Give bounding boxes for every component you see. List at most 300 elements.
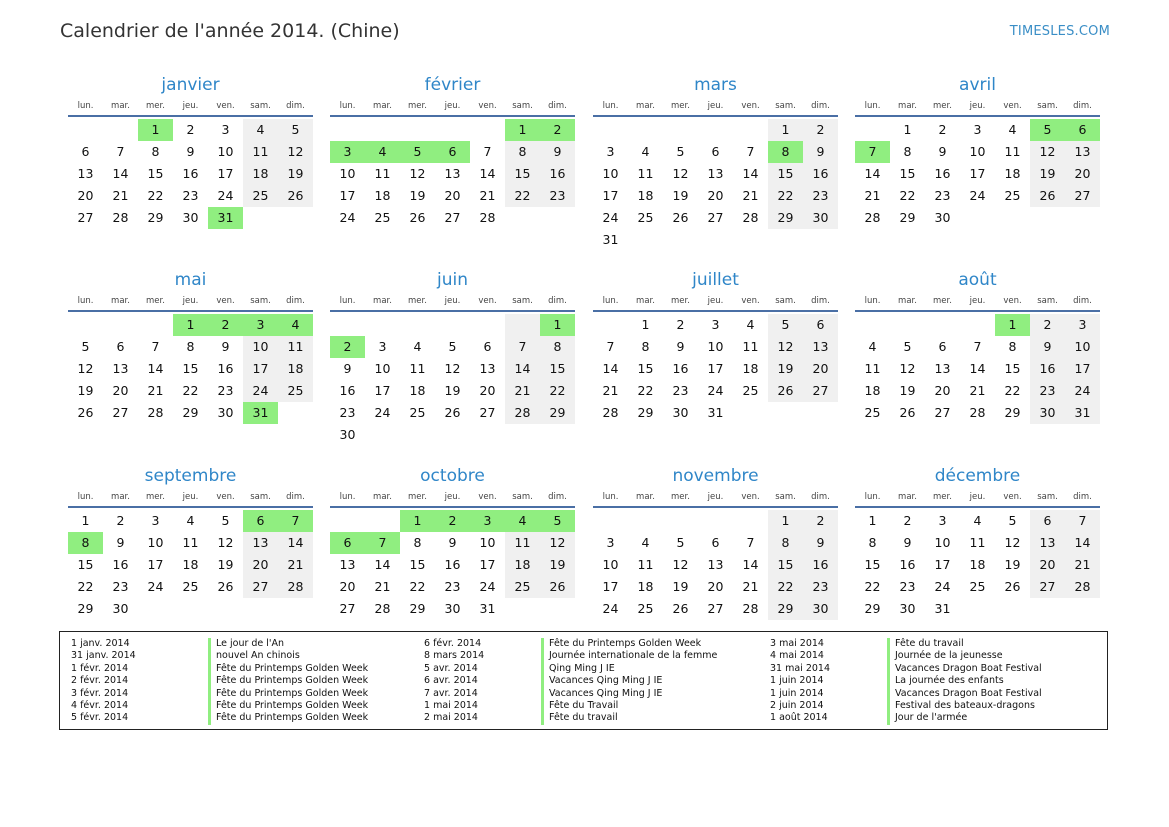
day-cell: 14 — [479, 166, 496, 181]
day-grid — [855, 510, 1100, 620]
holiday-day-cell: 5 — [1030, 119, 1065, 141]
day-cell: 19 — [1030, 163, 1065, 185]
day-cell: 26 — [1004, 579, 1021, 594]
day-cell: 11 — [637, 557, 654, 572]
day-cell: 17 — [707, 361, 724, 376]
day-cell: 29 — [182, 405, 199, 420]
weekday-label: jeu. — [444, 492, 461, 502]
day-cell: 20 — [77, 188, 94, 203]
day-cell: 20 — [444, 188, 461, 203]
day-cell: 24 — [479, 579, 496, 594]
legend-holiday-name: Vacances Dragon Boat Festival — [887, 663, 1042, 675]
day-cell: 2 — [116, 513, 125, 528]
day-cell: 28 — [147, 405, 164, 420]
holiday-day-cell: 3 — [470, 510, 505, 532]
weekday-label: mar. — [898, 101, 917, 111]
holiday-day-cell: 3 — [243, 314, 278, 336]
weekday-label: lun. — [77, 492, 94, 502]
day-cell: 19 — [278, 163, 313, 185]
day-cell: 5 — [221, 513, 230, 528]
weekday-label: mer. — [408, 296, 427, 306]
day-grid — [593, 314, 838, 424]
day-cell: 8 — [186, 339, 195, 354]
day-cell: 8 — [868, 535, 877, 550]
day-cell: 26 — [77, 405, 94, 420]
day-cell: 7 — [1065, 510, 1100, 532]
day-cell: 12 — [899, 361, 916, 376]
day-cell: 11 — [278, 336, 313, 358]
empty-day-cell — [138, 314, 173, 336]
day-cell: 14 — [864, 166, 881, 181]
day-cell: 9 — [221, 339, 230, 354]
day-cell: 20 — [707, 579, 724, 594]
day-cell: 14 — [278, 532, 313, 554]
day-cell: 16 — [217, 361, 234, 376]
day-cell: 29 — [1004, 405, 1021, 420]
day-cell: 11 — [864, 361, 881, 376]
day-cell: 16 — [803, 554, 838, 576]
day-cell: 16 — [899, 557, 916, 572]
day-grid — [68, 510, 313, 620]
empty-day-cell — [103, 314, 138, 336]
day-cell: 26 — [672, 601, 689, 616]
day-cell: 3 — [711, 317, 720, 332]
day-cell: 5 — [278, 119, 313, 141]
day-cell: 19 — [540, 554, 575, 576]
weekday-label: lun. — [77, 101, 94, 111]
day-cell: 11 — [637, 166, 654, 181]
day-cell: 28 — [112, 210, 129, 225]
legend-date: 6 avr. 2014 — [424, 675, 478, 687]
day-grid — [855, 119, 1100, 229]
legend-date: 4 mai 2014 — [770, 650, 824, 662]
day-cell: 27 — [1030, 576, 1065, 598]
day-cell: 30 — [934, 210, 951, 225]
weekday-label: mar. — [373, 296, 392, 306]
empty-day-cell — [663, 510, 698, 532]
day-cell: 25 — [409, 405, 426, 420]
holiday-day-cell: 31 — [243, 402, 278, 424]
empty-day-cell — [400, 314, 435, 336]
day-cell: 22 — [409, 579, 426, 594]
holiday-day-cell: 7 — [278, 510, 313, 532]
day-cell: 4 — [641, 144, 650, 159]
day-grid — [855, 314, 1100, 424]
day-cell: 27 — [77, 210, 94, 225]
day-cell: 6 — [116, 339, 125, 354]
weekday-label: jeu. — [182, 101, 199, 111]
day-cell: 23 — [182, 188, 199, 203]
legend-date: 4 févr. 2014 — [71, 700, 129, 712]
legend-name-column — [887, 638, 1042, 725]
weekday-label: lun. — [864, 101, 881, 111]
day-cell: 12 — [672, 166, 689, 181]
day-cell: 8 — [1008, 339, 1017, 354]
weekday-label: sam. — [775, 296, 796, 306]
day-cell: 22 — [637, 383, 654, 398]
day-cell: 17 — [602, 579, 619, 594]
day-cell: 22 — [505, 185, 540, 207]
month-title: janvier — [161, 75, 220, 95]
empty-day-cell — [68, 119, 103, 141]
day-cell: 18 — [409, 383, 426, 398]
day-cell: 23 — [540, 185, 575, 207]
day-cell: 20 — [803, 358, 838, 380]
day-cell: 17 — [969, 166, 986, 181]
day-cell: 11 — [409, 361, 426, 376]
weekday-label: sam. — [512, 101, 533, 111]
day-cell: 26 — [217, 579, 234, 594]
legend-holiday-name: Journée de la jeunesse — [887, 650, 1042, 662]
empty-day-cell — [435, 314, 470, 336]
weekday-label: mar. — [898, 296, 917, 306]
day-grid — [330, 314, 575, 446]
day-cell: 22 — [899, 188, 916, 203]
weekday-label: dim. — [1073, 101, 1092, 111]
day-cell: 10 — [243, 336, 278, 358]
day-cell: 16 — [1030, 358, 1065, 380]
day-cell: 13 — [339, 557, 356, 572]
day-cell: 23 — [1030, 380, 1065, 402]
weekday-header — [330, 488, 575, 508]
weekday-header — [855, 488, 1100, 508]
day-cell: 30 — [339, 427, 356, 442]
day-cell: 20 — [243, 554, 278, 576]
day-cell: 31 — [479, 601, 496, 616]
empty-day-cell — [593, 510, 628, 532]
day-cell: 19 — [1004, 557, 1021, 572]
day-cell: 11 — [969, 535, 986, 550]
day-cell: 21 — [147, 383, 164, 398]
weekday-label: jeu. — [969, 101, 986, 111]
legend-date-column — [770, 638, 830, 725]
day-cell: 25 — [742, 383, 759, 398]
holiday-day-cell: 1 — [138, 119, 173, 141]
day-cell: 23 — [899, 579, 916, 594]
day-cell: 6 — [711, 535, 720, 550]
day-cell: 16 — [182, 166, 199, 181]
day-cell: 21 — [969, 383, 986, 398]
day-cell: 29 — [540, 402, 575, 424]
month-block — [68, 464, 313, 620]
empty-day-cell — [960, 314, 995, 336]
empty-day-cell — [855, 119, 890, 141]
day-cell: 24 — [934, 579, 951, 594]
day-cell: 30 — [182, 210, 199, 225]
day-cell: 9 — [343, 361, 352, 376]
day-cell: 13 — [707, 166, 724, 181]
day-cell: 7 — [973, 339, 982, 354]
month-block — [593, 464, 838, 620]
day-cell: 10 — [1065, 336, 1100, 358]
day-cell: 14 — [969, 361, 986, 376]
month-title: juillet — [692, 270, 739, 290]
day-cell: 16 — [672, 361, 689, 376]
legend-holiday-name: Fête du Printemps Golden Week — [208, 688, 368, 700]
day-cell: 24 — [602, 210, 619, 225]
empty-day-cell — [400, 119, 435, 141]
legend-date: 1 janv. 2014 — [71, 638, 130, 649]
empty-day-cell — [698, 119, 733, 141]
day-cell: 8 — [768, 532, 803, 554]
day-cell: 23 — [217, 383, 234, 398]
weekday-header — [855, 292, 1100, 312]
day-cell: 25 — [278, 380, 313, 402]
empty-day-cell — [890, 314, 925, 336]
empty-day-cell — [330, 119, 365, 141]
empty-day-cell — [470, 314, 505, 336]
weekday-label: mer. — [933, 296, 952, 306]
day-cell: 28 — [479, 210, 496, 225]
legend-date: 31 janv. 2014 — [71, 650, 136, 662]
month-title: août — [958, 270, 997, 290]
brand-link[interactable]: TIMESLES.COM — [1009, 24, 1110, 39]
weekday-label: ven. — [478, 101, 497, 111]
day-cell: 18 — [182, 557, 199, 572]
legend-date: 7 avr. 2014 — [424, 687, 478, 699]
day-cell: 2 — [803, 510, 838, 532]
day-cell: 5 — [676, 535, 685, 550]
day-cell: 2 — [803, 119, 838, 141]
day-cell: 15 — [147, 166, 164, 181]
weekday-header — [68, 292, 313, 312]
day-cell: 4 — [186, 513, 195, 528]
day-cell: 1 — [768, 510, 803, 532]
day-cell: 16 — [112, 557, 129, 572]
legend-name-column — [541, 638, 717, 725]
weekday-label: ven. — [1003, 101, 1022, 111]
day-cell: 21 — [864, 188, 881, 203]
day-cell: 1 — [903, 122, 912, 137]
day-cell: 4 — [746, 317, 755, 332]
day-cell: 10 — [934, 535, 951, 550]
weekday-label: jeu. — [707, 296, 724, 306]
legend-date-column — [424, 638, 484, 725]
day-cell: 14 — [742, 557, 759, 572]
weekday-label: ven. — [478, 296, 497, 306]
empty-day-cell — [365, 510, 400, 532]
day-cell: 20 — [479, 383, 496, 398]
day-cell: 12 — [409, 166, 426, 181]
day-cell: 27 — [707, 601, 724, 616]
day-cell: 26 — [278, 185, 313, 207]
day-cell: 26 — [1030, 185, 1065, 207]
day-cell: 6 — [1030, 510, 1065, 532]
day-cell: 31 — [934, 601, 951, 616]
day-cell: 5 — [1008, 513, 1017, 528]
day-cell: 6 — [938, 339, 947, 354]
day-cell: 3 — [606, 535, 615, 550]
holiday-day-cell: 4 — [365, 141, 400, 163]
day-cell: 12 — [444, 361, 461, 376]
legend-name-column — [208, 638, 368, 725]
day-cell: 26 — [409, 210, 426, 225]
holiday-day-cell: 4 — [505, 510, 540, 532]
day-cell: 23 — [672, 383, 689, 398]
day-cell: 15 — [182, 361, 199, 376]
month-title: octobre — [420, 466, 485, 486]
day-cell: 27 — [444, 210, 461, 225]
day-cell: 30 — [444, 601, 461, 616]
day-cell: 16 — [934, 166, 951, 181]
weekday-label: dim. — [1073, 492, 1092, 502]
day-cell: 9 — [116, 535, 125, 550]
legend-date: 1 mai 2014 — [424, 700, 478, 712]
weekday-label: dim. — [548, 296, 567, 306]
day-cell: 22 — [182, 383, 199, 398]
day-cell: 8 — [540, 336, 575, 358]
empty-day-cell — [103, 119, 138, 141]
empty-day-cell — [365, 314, 400, 336]
day-cell: 9 — [448, 535, 457, 550]
day-cell: 2 — [903, 513, 912, 528]
day-cell: 26 — [899, 405, 916, 420]
day-cell: 12 — [278, 141, 313, 163]
day-cell: 15 — [540, 358, 575, 380]
day-cell: 26 — [768, 380, 803, 402]
weekday-label: mar. — [636, 296, 655, 306]
day-cell: 6 — [81, 144, 90, 159]
day-cell: 29 — [77, 601, 94, 616]
day-cell: 19 — [768, 358, 803, 380]
day-cell: 9 — [1030, 336, 1065, 358]
day-cell: 29 — [637, 405, 654, 420]
day-cell: 13 — [707, 557, 724, 572]
weekday-header — [855, 97, 1100, 117]
day-cell: 28 — [278, 576, 313, 598]
holiday-day-cell: 2 — [208, 314, 243, 336]
day-cell: 2 — [186, 122, 195, 137]
day-cell: 21 — [1065, 554, 1100, 576]
legend-holiday-name: Jour de l'armée — [887, 712, 1042, 724]
day-cell: 4 — [413, 339, 422, 354]
weekday-label: jeu. — [707, 101, 724, 111]
day-cell: 7 — [505, 336, 540, 358]
day-cell: 10 — [602, 166, 619, 181]
weekday-label: mer. — [671, 492, 690, 502]
day-cell: 25 — [243, 185, 278, 207]
day-cell: 25 — [374, 210, 391, 225]
day-cell: 31 — [602, 232, 619, 247]
day-grid — [330, 119, 575, 229]
day-cell: 9 — [803, 532, 838, 554]
legend-date: 1 juin 2014 — [770, 687, 824, 699]
month-block — [593, 268, 838, 424]
legend-holiday-name: Fête du Printemps Golden Week — [208, 675, 368, 687]
day-cell: 9 — [540, 141, 575, 163]
day-cell: 29 — [768, 598, 803, 620]
day-cell: 8 — [641, 339, 650, 354]
legend-holiday-name: Fête du Printemps Golden Week — [208, 712, 368, 724]
day-cell: 18 — [1004, 166, 1021, 181]
weekday-label: mer. — [146, 101, 165, 111]
day-cell: 2 — [676, 317, 685, 332]
holiday-day-cell: 6 — [1065, 119, 1100, 141]
weekday-label: ven. — [216, 296, 235, 306]
legend-holiday-name: nouvel An chinois — [208, 650, 368, 662]
weekday-label: lun. — [339, 101, 356, 111]
day-cell: 9 — [803, 141, 838, 163]
day-cell: 17 — [147, 557, 164, 572]
legend-holiday-name: Fête du travail — [887, 638, 1042, 650]
holiday-day-cell: 2 — [435, 510, 470, 532]
legend-date-column — [71, 638, 136, 725]
weekday-label: sam. — [775, 101, 796, 111]
weekday-label: dim. — [811, 296, 830, 306]
weekday-label: mar. — [898, 492, 917, 502]
holiday-day-cell: 6 — [330, 532, 365, 554]
day-cell: 14 — [742, 166, 759, 181]
day-cell: 29 — [768, 207, 803, 229]
day-cell: 20 — [112, 383, 129, 398]
day-cell: 15 — [505, 163, 540, 185]
day-grid — [593, 510, 838, 620]
day-cell: 29 — [899, 210, 916, 225]
day-cell: 18 — [637, 579, 654, 594]
day-cell: 3 — [973, 122, 982, 137]
empty-day-cell — [505, 314, 540, 336]
day-cell: 17 — [602, 188, 619, 203]
day-cell: 6 — [803, 314, 838, 336]
empty-day-cell — [593, 119, 628, 141]
weekday-header — [68, 488, 313, 508]
day-cell: 4 — [1008, 122, 1017, 137]
day-cell: 18 — [243, 163, 278, 185]
day-cell: 24 — [602, 601, 619, 616]
day-cell: 25 — [969, 579, 986, 594]
day-cell: 19 — [444, 383, 461, 398]
day-cell: 29 — [147, 210, 164, 225]
weekday-label: ven. — [741, 492, 760, 502]
day-cell: 9 — [903, 535, 912, 550]
day-cell: 16 — [803, 163, 838, 185]
holiday-legend — [59, 631, 1108, 730]
day-cell: 31 — [707, 405, 724, 420]
day-cell: 7 — [746, 144, 755, 159]
month-block — [330, 464, 575, 620]
day-cell: 8 — [903, 144, 912, 159]
legend-holiday-name: Festival des bateaux-dragons — [887, 700, 1042, 712]
weekday-label: mar. — [373, 492, 392, 502]
day-cell: 30 — [217, 405, 234, 420]
day-cell: 19 — [77, 383, 94, 398]
day-cell: 6 — [711, 144, 720, 159]
weekday-label: sam. — [250, 492, 271, 502]
empty-day-cell — [435, 119, 470, 141]
day-cell: 18 — [278, 358, 313, 380]
day-cell: 10 — [339, 166, 356, 181]
day-cell: 12 — [540, 532, 575, 554]
day-cell: 22 — [864, 579, 881, 594]
day-cell: 10 — [374, 361, 391, 376]
day-cell: 13 — [243, 532, 278, 554]
legend-date: 1 août 2014 — [770, 712, 828, 724]
day-cell: 21 — [112, 188, 129, 203]
legend-date: 2 juin 2014 — [770, 700, 824, 712]
legend-holiday-name: Vacances Qing Ming J IE — [541, 688, 717, 700]
day-cell: 22 — [147, 188, 164, 203]
day-cell: 3 — [606, 144, 615, 159]
legend-holiday-name: La journée des enfants — [887, 675, 1042, 687]
weekday-label: ven. — [1003, 492, 1022, 502]
day-cell: 17 — [243, 358, 278, 380]
empty-day-cell — [330, 314, 365, 336]
day-cell: 7 — [746, 535, 755, 550]
weekday-label: lun. — [602, 101, 619, 111]
weekday-label: mar. — [373, 101, 392, 111]
month-title: avril — [959, 75, 996, 95]
day-cell: 11 — [505, 532, 540, 554]
